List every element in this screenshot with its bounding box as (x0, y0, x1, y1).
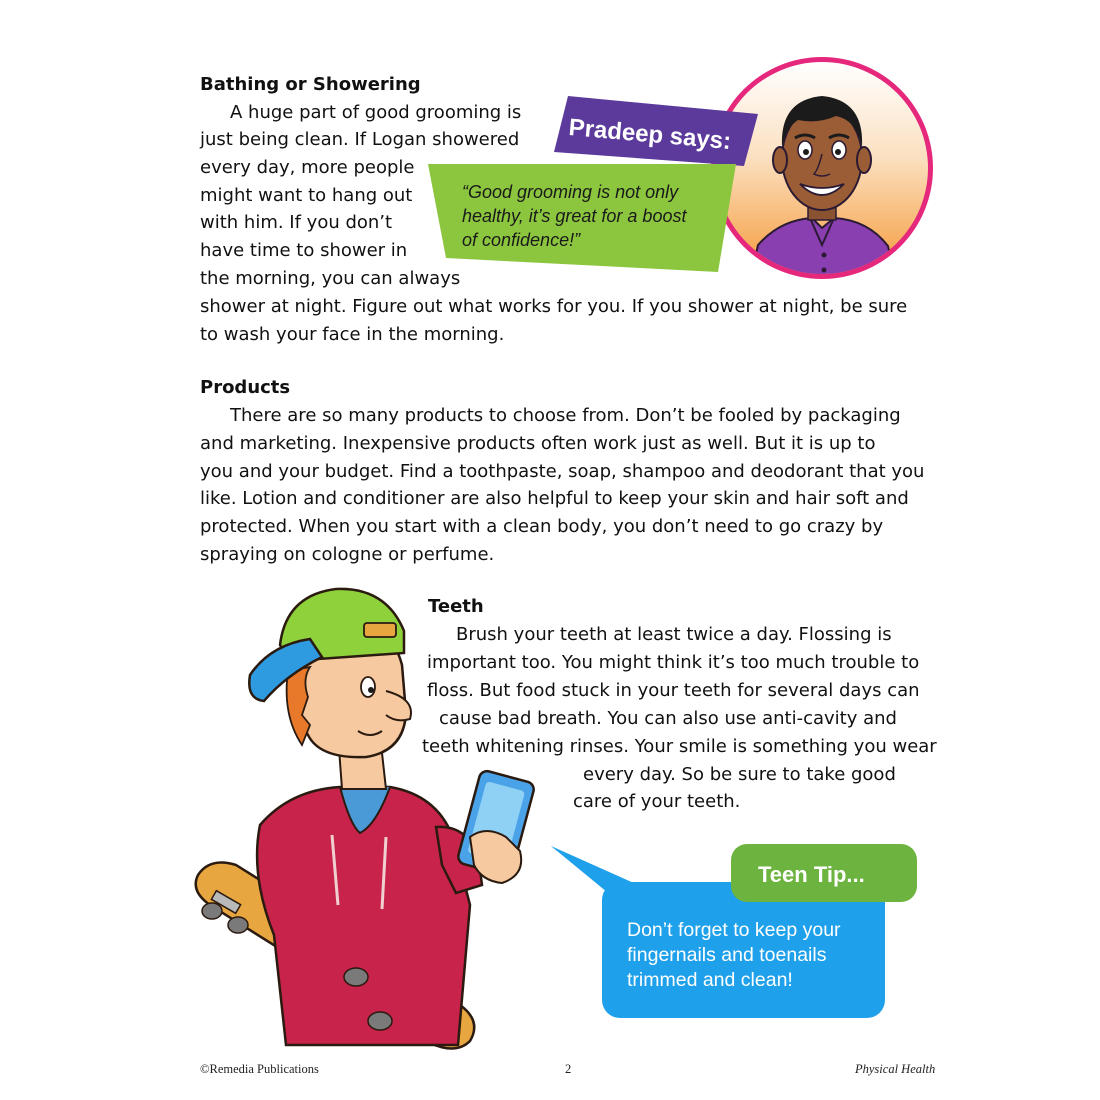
teen-tip-line: fingernails and toenails (627, 944, 827, 966)
teeth-line: care of your teeth. (573, 791, 741, 812)
footer-publisher: ©Remedia Publications (200, 1062, 319, 1076)
bathing-line: the morning, you can always (200, 268, 461, 289)
teen-tip-line: trimmed and clean! (627, 969, 793, 991)
teeth-line: important too. You might think it’s too much trouble to (427, 652, 920, 673)
products-line: like. Lotion and conditioner are also helpful to keep your skin and hair soft and (200, 488, 909, 509)
teeth-heading: Teeth (428, 596, 484, 617)
teen-tip-line: Don’t forget to keep your (627, 919, 841, 941)
products-line: There are so many products to choose from. Don’t be fooled by packaging (230, 405, 901, 426)
teeth-line: every day. So be sure to take good (583, 764, 896, 785)
footer-page-number: 2 (565, 1062, 572, 1076)
bathing-line: with him. If you don’t (200, 212, 393, 233)
bathing-line: shower at night. Figure out what works for you. If you shower at night, be sure (200, 296, 908, 317)
bathing-line: to wash your face in the morning. (200, 324, 505, 345)
teen-tip-title: Teen Tip... (758, 862, 865, 887)
teeth-line: floss. But food stuck in your teeth for several days can (427, 680, 920, 701)
teeth-line: Brush your teeth at least twice a day. Flossing is (456, 624, 892, 645)
pradeep-quote-line: “Good grooming is not only (462, 182, 679, 202)
bathing-line: have time to shower in (200, 240, 408, 261)
bathing-line: A huge part of good grooming is (230, 102, 522, 123)
pradeep-says-label: Pradeep says: (567, 114, 733, 156)
products-line: you and your budget. Find a toothpaste, soap, shampoo and deodorant that you (200, 461, 925, 482)
products-line: and marketing. Inexpensive products often work just as well. But it is up to (200, 433, 876, 454)
pradeep-quote-line: of confidence!” (462, 230, 581, 250)
pradeep-quote-line: healthy, it’s great for a boost (462, 206, 687, 226)
bathing-line: might want to hang out (200, 185, 413, 206)
bathing-line: every day, more people (200, 157, 415, 178)
products-line: protected. When you start with a clean body, you don’t need to go crazy by (200, 516, 884, 537)
products-heading: Products (200, 377, 291, 398)
footer-section: Physical Health (855, 1062, 936, 1076)
teeth-line: cause bad breath. You can also use anti-cavity and (439, 708, 897, 729)
bathing-line: just being clean. If Logan showered (200, 129, 520, 150)
bathing-heading: Bathing or Showering (200, 74, 421, 95)
teeth-line: teeth whitening rinses. Your smile is something you wear (422, 736, 937, 757)
products-line: spraying on cologne or perfume. (200, 544, 495, 565)
